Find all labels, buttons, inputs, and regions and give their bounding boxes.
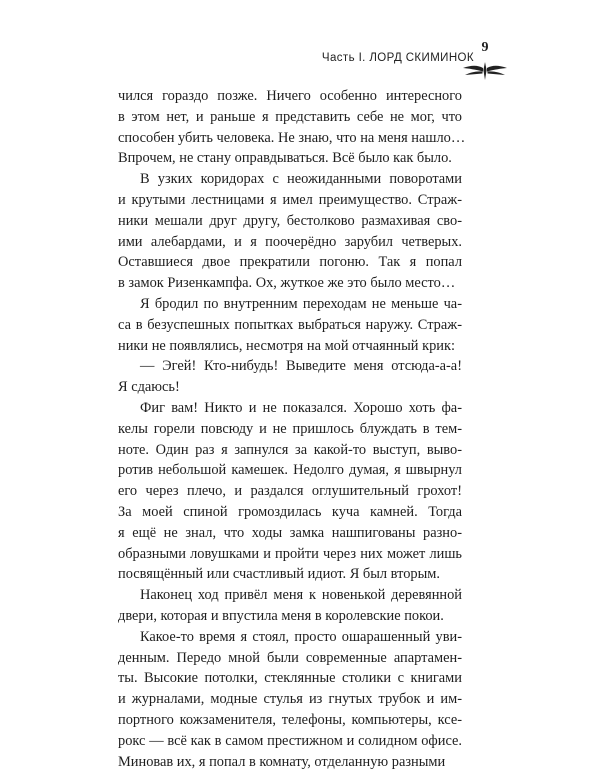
paragraph: [118, 356, 462, 398]
text-line: Какое-то время я стоял, просто ошарашенный уви-: [118, 627, 462, 648]
text-line: Фиг вам! Никто и не показался. Хорошо хоть фа-: [118, 398, 462, 419]
text-line: портного кожзаменителя, телефоны, компьютеры, ксе-: [118, 710, 462, 731]
text-line: ими алебардами, и я поочерёдно зарубил четверых.: [118, 232, 462, 253]
text-line: За моей спиной громоздилась куча камней. Тогда: [118, 502, 462, 523]
text-line: посвящённый или счастливый идиот. Я был вторым.: [118, 564, 462, 585]
text-line: — Эгей! Кто-нибудь! Выведите меня отсюда-а-а!: [118, 356, 462, 377]
text-line: В узких коридорах с неожиданными поворотами: [118, 169, 462, 190]
text-line: Я бродил по внутренним переходам не меньше ча-: [118, 294, 462, 315]
text-line: и журналами, модные стулья из гнутых трубок и им-: [118, 689, 462, 710]
text-line: в замок Ризенкампфа. Ох, жуткое же это было место…: [118, 273, 462, 294]
page-number: 9: [470, 40, 500, 56]
text-line: Оставшиеся двое прекратили погоню. Так я попал: [118, 252, 462, 273]
text-line: ники не появлялись, несмотря на мой отчаянный крик:: [118, 336, 462, 357]
text-line: я ещё не знал, что ходы замка нашпигованы разно-: [118, 523, 462, 544]
text-line: рокс — всё как в самом престижном и солидном офисе.: [118, 731, 462, 752]
text-line: ротив небольшой камешек. Недолго думая, я швырнул: [118, 460, 462, 481]
text-line: келы горели повсюду и не пришлось блуждать в тем-: [118, 419, 462, 440]
text-line: ты. Высокие потолки, стеклянные столики с книгами: [118, 668, 462, 689]
paragraph: [118, 398, 462, 585]
paragraph: [118, 169, 462, 294]
text-line: Впрочем, не стану оправдываться. Всё было как было.: [118, 148, 462, 169]
text-line: и крутыми лестницами я имел преимущество. Страж-: [118, 190, 462, 211]
text-line: Миновав их, я попал в комнату, отделанную разными: [118, 752, 462, 772]
text-line: его через плечо, и раздался оглушительный грохот!: [118, 481, 462, 502]
body-text: [118, 86, 462, 772]
text-line: образными ловушками и пройти через них может лишь: [118, 544, 462, 565]
paragraph: [118, 294, 462, 356]
paragraph: [118, 585, 462, 627]
running-title: Часть I. ЛОРД СКИМИНОК: [322, 52, 474, 64]
paragraph: [118, 86, 462, 169]
text-line: денным. Передо мной были современные апартамен-: [118, 648, 462, 669]
text-line: Я сдаюсь!: [118, 377, 462, 398]
text-line: двери, которая и впустила меня в королевские покои.: [118, 606, 462, 627]
paragraph: [118, 627, 462, 772]
text-line: чился гораздо позже. Ничего особенно интересного: [118, 86, 462, 107]
text-line: ники мешали друг другу, бестолково размахивая сво-: [118, 211, 462, 232]
text-line: са в безуспешных попытках выбраться наружу. Страж-: [118, 315, 462, 336]
text-line: Наконец ход привёл меня к новенькой деревянной: [118, 585, 462, 606]
text-line: способен убить человека. Не знаю, что на меня нашло…: [118, 128, 462, 149]
text-line: ноте. Один раз я запнулся за какой-то выступ, выво-: [118, 440, 462, 461]
text-line: в этом нет, и раньше я представить себе не мог, что: [118, 107, 462, 128]
winged-ornament-icon: [460, 56, 510, 84]
